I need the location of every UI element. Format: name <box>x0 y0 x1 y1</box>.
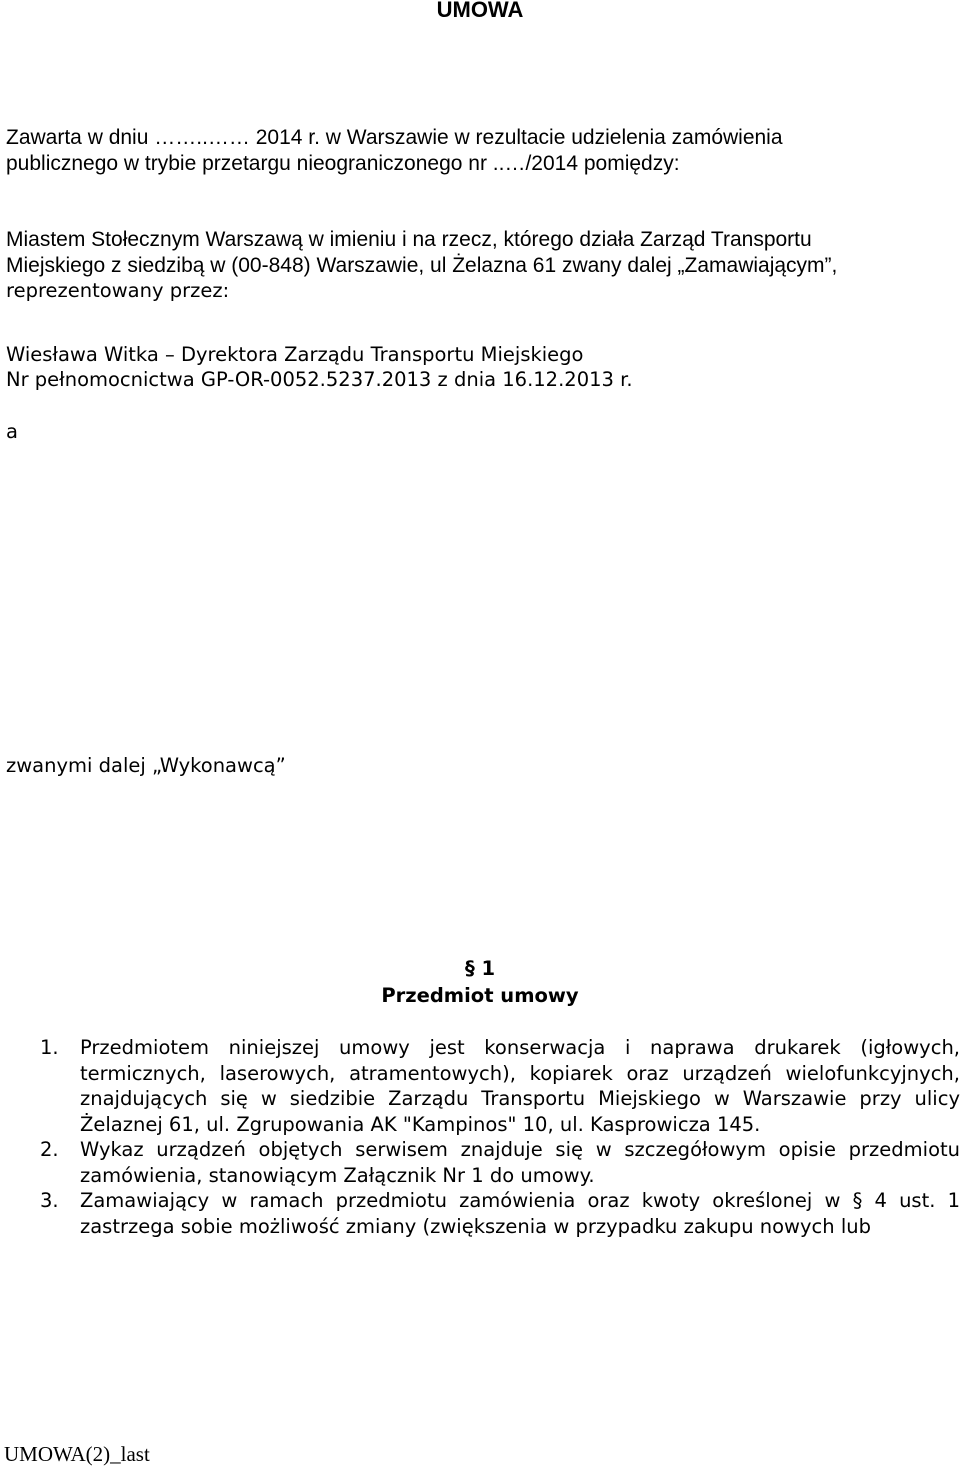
clause-list <box>40 1035 960 1239</box>
intro-line-2: publicznego w trybie przetargu nieograniczonego nr ..…/2014 pomiędzy: <box>6 152 680 175</box>
list-item <box>40 1035 960 1137</box>
party1-line-3: reprezentowany przez: <box>6 279 230 302</box>
item-text: Wykaz urządzeń objętych serwisem znajduje się w szczegółowym opisie przedmiotu zamówienia, stanowiącym Załącznik Nr 1 do umowy. <box>80 1138 960 1187</box>
and-word: a <box>6 420 18 443</box>
document-title: UMOWA <box>436 0 524 22</box>
item-number: 3. <box>40 1189 59 1212</box>
item-text: Zamawiający w ramach przedmiotu zamówienia oraz kwoty określonej w § 4 ust. 1 zastrzega sobie możliwość zmiany (zwiększenia w przypadku zakupu nowych lub <box>80 1189 960 1238</box>
section-heading: Przedmiot umowy <box>381 984 579 1007</box>
party1-line-1: Miastem Stołecznym Warszawą w imieniu i na rzecz, którego działa Zarząd Transportu <box>6 228 812 251</box>
contractor-line: zwanymi dalej „Wykonawcą” <box>6 754 286 777</box>
representative-line-2: Nr pełnomocnictwa GP-OR-0052.5237.2013 z dnia 16.12.2013 r. <box>6 368 633 391</box>
representative-line-1: Wiesława Witka – Dyrektora Zarządu Transportu Miejskiego <box>6 343 584 366</box>
item-number: 2. <box>40 1138 59 1161</box>
footer-label: UMOWA(2)_last <box>4 1442 150 1466</box>
intro-line-1: Zawarta w dniu ……..…… 2014 r. w Warszawie w rezultacie udzielenia zamówienia <box>6 126 783 149</box>
section-number: § 1 <box>464 957 496 980</box>
item-number: 1. <box>40 1036 59 1059</box>
item-text: Przedmiotem niniejszej umowy jest konserwacja i naprawa drukarek (igłowych, termicznych, laserowych, atramentowych), kopiarek oraz urządzeń wielofunkcyjnych, znajdujących się w siedzibie Zarządu Transportu Miejskiego w Warszawie przy ulicy Żelaznej 61, ul. Zgrupowania AK "Kampinos" 10, ul. Kasprowicza 145. <box>80 1036 960 1136</box>
list-item <box>40 1188 960 1239</box>
list-item <box>40 1137 960 1188</box>
party1-line-2: Miejskiego z siedzibą w (00-848) Warszawie, ul Żelazna 61 zwany dalej „Zamawiającym”, <box>6 254 838 277</box>
